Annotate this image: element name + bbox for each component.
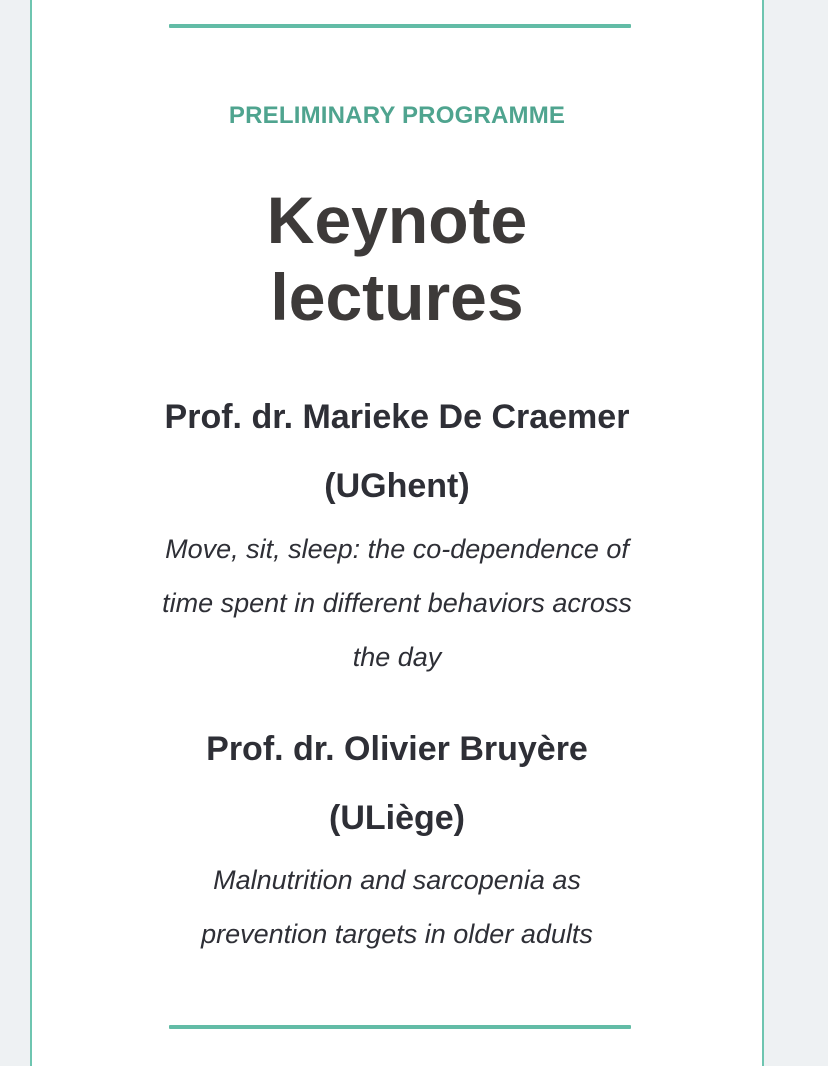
title-line-1: Keynote bbox=[266, 183, 528, 257]
talk-title-line: Move, sit, sleep: the co-dependence of bbox=[165, 534, 629, 564]
talk-title-2 bbox=[122, 853, 672, 961]
speaker-block-1 bbox=[92, 383, 702, 521]
speaker-block-2 bbox=[92, 715, 702, 853]
page-title bbox=[32, 182, 762, 336]
talk-title-line: time spent in different behaviors across bbox=[162, 588, 632, 618]
bottom-divider bbox=[169, 1025, 631, 1029]
talk-title-line: the day bbox=[352, 642, 442, 672]
talk-title-line: prevention targets in older adults bbox=[201, 919, 593, 949]
speaker-affiliation: (UGhent) bbox=[324, 467, 470, 505]
programme-card bbox=[30, 0, 764, 1066]
title-line-2: lectures bbox=[270, 260, 524, 334]
talk-title-line: Malnutrition and sarcopenia as bbox=[213, 865, 581, 895]
speaker-name: Prof. dr. Olivier Bruyère bbox=[206, 730, 588, 768]
talk-title-1 bbox=[122, 522, 672, 684]
speaker-affiliation: (ULiège) bbox=[329, 799, 465, 837]
section-eyebrow: PRELIMINARY PROGRAMME bbox=[228, 102, 566, 129]
speaker-name: Prof. dr. Marieke De Craemer bbox=[164, 398, 630, 436]
top-divider bbox=[169, 24, 631, 28]
